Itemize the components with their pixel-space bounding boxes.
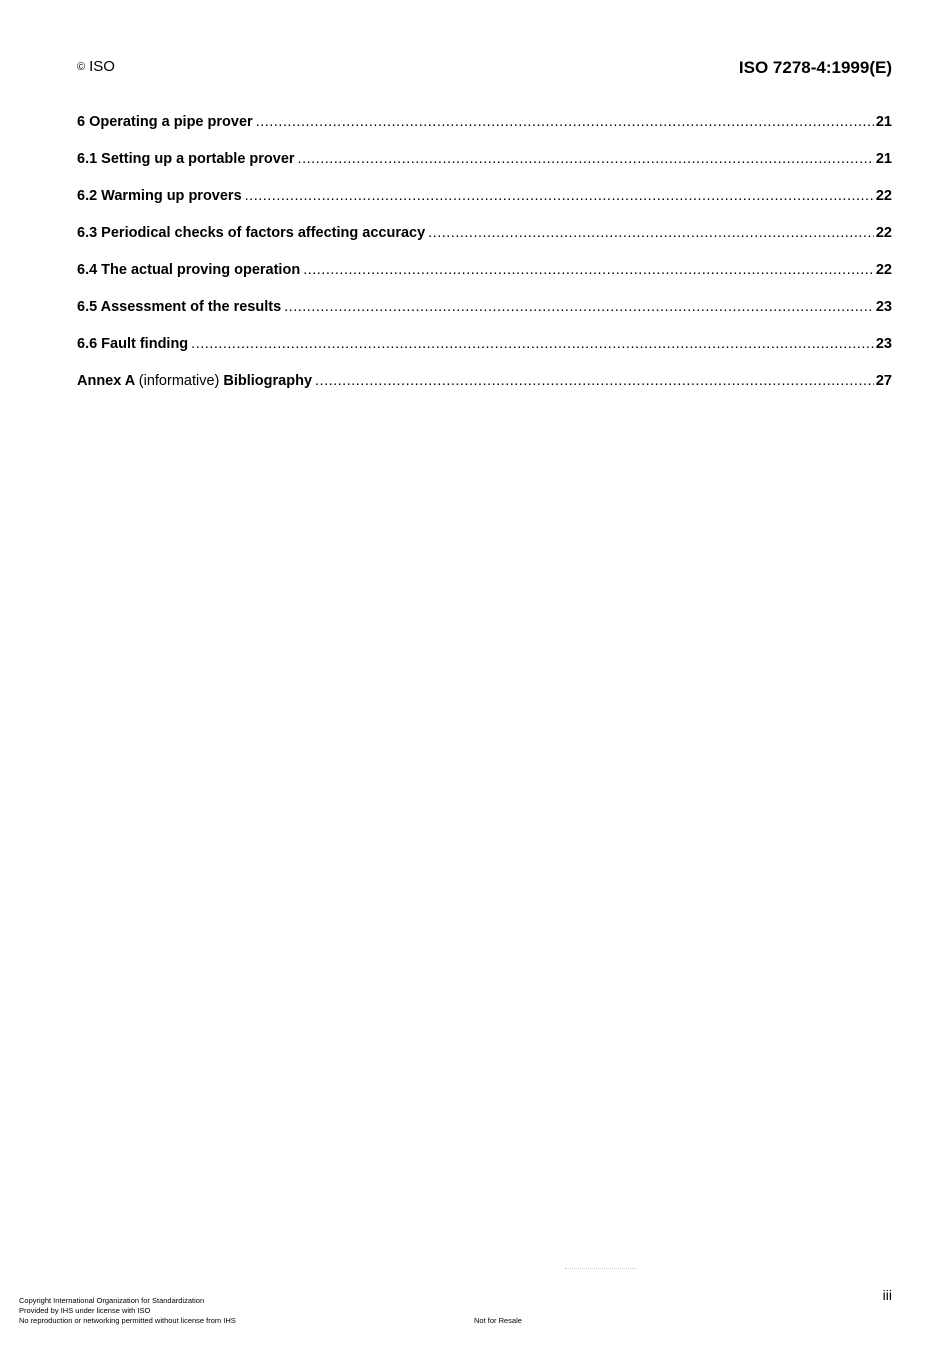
toc-entry-title: 6.5 Assessment of the results bbox=[77, 299, 282, 315]
toc-entry-title: 6.6 Fault finding bbox=[77, 336, 189, 352]
annex-label: Annex A bbox=[77, 373, 135, 389]
toc-entry-title: 6.3 Periodical checks of factors affecting accuracy bbox=[77, 225, 426, 241]
toc-dot-leader bbox=[284, 299, 874, 315]
page-number: iii bbox=[882, 1287, 892, 1303]
toc-dot-leader bbox=[256, 114, 874, 130]
toc-entry-page: 21 bbox=[875, 151, 892, 167]
footer-line: Provided by IHS under license with ISO bbox=[19, 1306, 151, 1315]
toc-entry-title: 6.2 Warming up provers bbox=[77, 188, 242, 204]
annex-note: (informative) bbox=[138, 373, 220, 389]
toc-entry-page: 21 bbox=[875, 114, 892, 130]
toc-entry-page: 23 bbox=[875, 336, 892, 352]
toc-entry-title: 6 Operating a pipe prover bbox=[77, 114, 253, 130]
toc-dot-leader bbox=[315, 373, 874, 389]
faint-scan-mark bbox=[565, 1268, 637, 1272]
toc-entry-6-6[interactable] bbox=[77, 336, 892, 373]
header-organization: ISO bbox=[89, 58, 115, 75]
toc-entry-title: 6.4 The actual proving operation bbox=[77, 262, 301, 278]
footer-not-for-resale: Not for Resale bbox=[474, 1316, 522, 1325]
toc-entry-page: 22 bbox=[875, 188, 892, 204]
toc-dot-leader bbox=[428, 225, 874, 241]
footer-copyright-notice bbox=[19, 1296, 236, 1326]
toc-entry-page: 23 bbox=[875, 299, 892, 315]
toc-entry-6-4[interactable] bbox=[77, 262, 892, 299]
toc-entry-page: 22 bbox=[875, 262, 892, 278]
document-id: ISO 7278-4:1999(E) bbox=[738, 58, 892, 77]
toc-entry-title bbox=[77, 373, 312, 389]
toc-dot-leader bbox=[245, 188, 874, 204]
toc-entry-6-2[interactable] bbox=[77, 188, 892, 225]
toc-entry-page: 27 bbox=[875, 373, 892, 389]
toc-entry-6[interactable] bbox=[77, 114, 892, 151]
annex-title: Bibliography bbox=[223, 373, 313, 389]
table-of-contents bbox=[77, 114, 892, 410]
toc-entry-annex-a[interactable] bbox=[77, 373, 892, 410]
header-copyright bbox=[77, 58, 115, 75]
footer-line: Copyright International Organization for Standardization bbox=[19, 1296, 205, 1305]
toc-dot-leader bbox=[298, 151, 874, 167]
toc-entry-title: 6.1 Setting up a portable prover bbox=[77, 151, 295, 167]
toc-dot-leader bbox=[303, 262, 874, 278]
toc-entry-6-5[interactable] bbox=[77, 299, 892, 336]
toc-dot-leader bbox=[191, 336, 874, 352]
copyright-icon: © bbox=[77, 61, 86, 73]
toc-entry-6-1[interactable] bbox=[77, 151, 892, 188]
toc-entry-page: 22 bbox=[875, 225, 892, 241]
toc-entry-6-3[interactable] bbox=[77, 225, 892, 262]
footer-line: No reproduction or networking permitted without license from IHS bbox=[19, 1316, 236, 1325]
